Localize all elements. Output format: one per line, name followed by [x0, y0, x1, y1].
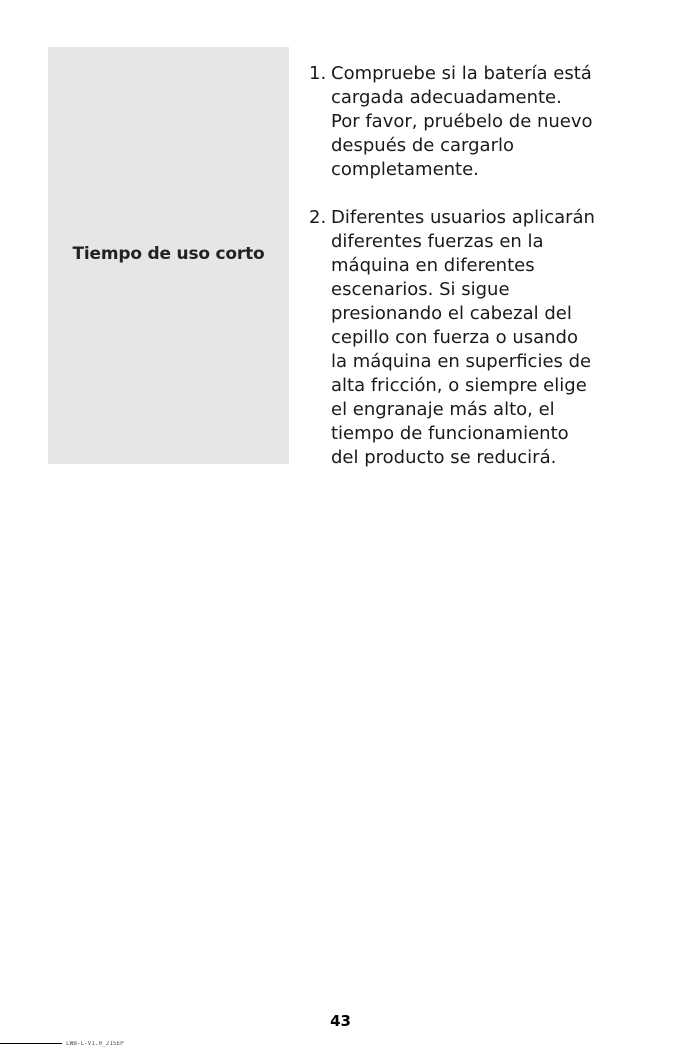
solution-line: máquina en diferentes [331, 255, 535, 276]
solution-line: alta fricción, o siempre elige [331, 375, 587, 396]
solution-item-2 [309, 206, 669, 470]
footer-rule [0, 1043, 62, 1044]
problem-title: Tiempo de uso corto [72, 243, 265, 264]
solution-number: 2. [309, 207, 327, 228]
solution-line: tiempo de funcionamiento [331, 423, 569, 444]
solution-line: escenarios. Si sigue [331, 279, 510, 300]
solution-line: completamente. [331, 159, 479, 180]
footer-print-text: LWB-L-V1.0_21SEP [66, 1041, 124, 1047]
solution-line: diferentes fuerzas en la [331, 231, 544, 252]
solution-line: cargada adecuadamente. [331, 87, 562, 108]
solution-line: presionando el cabezal del [331, 303, 572, 324]
solution-item-1 [309, 62, 669, 182]
solutions-list [309, 62, 669, 470]
problem-cell [48, 47, 289, 464]
solution-line: la máquina en superficies de [331, 351, 592, 372]
page-number: 43 [330, 1012, 351, 1030]
solution-line: el engranaje más alto, el [331, 399, 555, 420]
solution-line: del producto se reducirá. [331, 447, 557, 468]
solution-line: Por favor, pruébelo de nuevo [331, 111, 593, 132]
solution-number: 1. [309, 63, 327, 84]
solution-line: Compruebe si la batería está [331, 63, 592, 84]
solution-line: después de cargarlo [331, 135, 514, 156]
solution-line: cepillo con fuerza o usando [331, 327, 578, 348]
solution-line: Diferentes usuarios aplicarán [331, 207, 595, 228]
